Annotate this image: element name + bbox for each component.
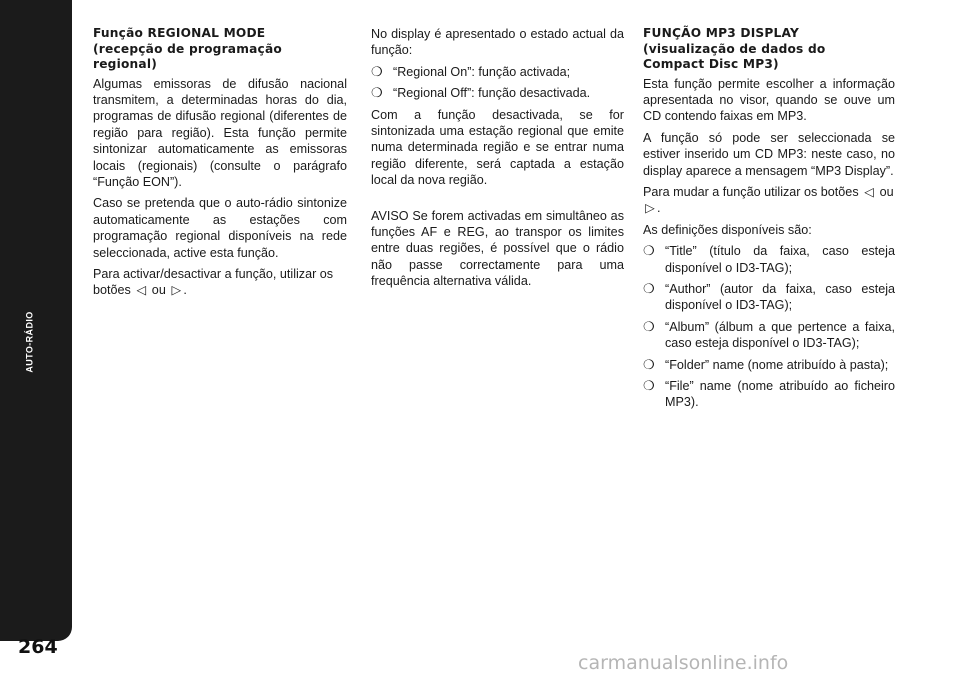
heading-line: Compact Disc MP3) (643, 57, 779, 71)
list-item-text: “Folder” name (nome atribuído à pasta); (665, 357, 889, 372)
text-fragment: Para mudar a função utilizar os botões (643, 184, 863, 199)
bullet-icon: ❍ (643, 378, 655, 393)
right-arrow-icon: ▷ (645, 201, 655, 216)
page-number: 264 (18, 636, 58, 658)
list-item-text: “Regional On”: função activada; (393, 64, 571, 79)
paragraph: Caso se pretenda que o auto-rádio sintonize automaticamente as estações com programação regional disponíveis na rede seleccionada, active esta função. (93, 196, 347, 260)
text-fragment: . (657, 201, 661, 216)
warning-paragraph: AVISO Se forem activadas em simultâneo as funções AF e REG, ao transpor os limites entre duas regiões, é possível que o rádio não passe correctamente para uma frequência alternativa válida. (371, 208, 624, 289)
spacer (371, 194, 624, 208)
text-fragment: Para activar/desactivar a função, utilizar os botões (93, 266, 334, 298)
bullet-icon: ❍ (643, 243, 655, 259)
list-item-text: “File” name (nome atribuído ao ficheiro MP3). (665, 379, 895, 410)
list-item (643, 243, 895, 276)
list-item-text: “Regional Off”: função desactivada. (393, 86, 591, 101)
bullet-icon: ❍ (371, 85, 383, 101)
paragraph: Algumas emissoras de difusão nacional transmitem, a determinadas horas do dia, programas de difusão regional (diferentes de região para região). Esta função permite sintonizar automaticamente as emissoras locais (regionais) (consulte o parágrafo “Função EON”). (93, 76, 347, 189)
text-fragment: ou (876, 184, 894, 199)
bullet-icon: ❍ (643, 280, 655, 296)
left-arrow-icon: ◁ (136, 283, 147, 298)
list-item (643, 378, 895, 411)
text-fragment: . (183, 283, 187, 298)
bullet-icon: ❍ (643, 356, 655, 372)
sidebar-label-text: AUTO-RÁDIO (25, 311, 35, 373)
sidebar-label (20, 302, 40, 382)
watermark: carmanualsonline.info (578, 652, 789, 674)
column-regional-mode (93, 26, 347, 304)
right-arrow-icon: ▷ (171, 283, 182, 298)
paragraph: Esta função permite escolher a informação apresentada no visor, quando se ouve um CD contendo faixas em MP3. (643, 76, 895, 124)
paragraph: Com a função desactivada, se for sintonizada uma estação regional que emite numa determinada região e se entrar numa região diferente, será captada a estação local da nova região. (371, 107, 624, 188)
column-regional-status (371, 26, 624, 295)
list-item-text: “Title” (título da faixa, caso esteja disponível o ID3-TAG); (665, 244, 895, 275)
bullet-icon: ❍ (371, 63, 383, 79)
paragraph-buttons (93, 266, 347, 299)
section-heading-mp3-display (643, 26, 895, 73)
paragraph: As definições disponíveis são: (643, 222, 812, 237)
heading-line: Função REGIONAL MODE (93, 26, 266, 40)
left-arrow-icon: ◁ (864, 184, 874, 199)
list-item (371, 64, 624, 80)
text-fragment: ou (148, 283, 170, 298)
heading-line: (visualização de dados do (643, 41, 826, 56)
list-item (371, 85, 624, 101)
list-item (643, 357, 895, 373)
heading-line: regional) (93, 57, 157, 71)
paragraph: A função só pode ser seleccionada se estiver inserido um CD MP3: neste caso, no display aparece a mensagem “MP3 Display”. (643, 130, 895, 178)
list-item-text: “Author” (autor da faixa, caso esteja disponível o ID3-TAG); (665, 281, 895, 313)
heading-line: (recepção de programação (93, 41, 282, 56)
paragraph: No display é apresentado o estado actual da função: (371, 27, 624, 58)
column-mp3-display (643, 26, 895, 416)
list-item (643, 281, 895, 314)
bullet-icon: ❍ (643, 318, 655, 334)
paragraph-buttons (643, 184, 895, 217)
list-item (643, 319, 895, 352)
sidebar-band (0, 0, 72, 641)
list-item-text: “Album” (álbum a que pertence a faixa, caso esteja disponível o ID3-TAG); (665, 319, 895, 351)
heading-line: FUNÇÃO MP3 DISPLAY (643, 26, 800, 40)
section-heading-regional-mode (93, 26, 347, 73)
